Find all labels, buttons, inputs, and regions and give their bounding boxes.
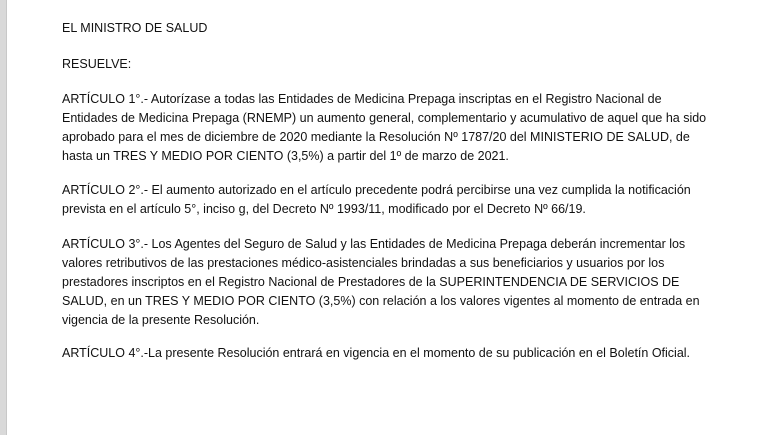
document-authority: EL MINISTRO DE SALUD — [62, 21, 208, 35]
article-3-line: vigencia de la presente Resolución. — [62, 313, 260, 327]
article-2-line: prevista en el artículo 5°, inciso g, del Decreto Nº 1993/11, modificado por el Decreto Nº 66/19. — [62, 202, 586, 216]
article-4-line: ARTÍCULO 4°.-La presente Resolución entrará en vigencia en el momento de su publicación en el Boletín Oficial. — [62, 346, 691, 360]
article-1-line: aprobado para el mes de diciembre de 2020 mediante la Resolución Nº 1787/20 del MINISTERIO DE SALUD, de — [62, 130, 690, 144]
article-3-line: SALUD, en un TRES Y MEDIO POR CIENTO (3,5%) con relación a los valores vigentes al momento de entrada en — [62, 294, 700, 308]
document-page — [6, 0, 770, 435]
article-2-line: ARTÍCULO 2°.- El aumento autorizado en el artículo precedente podrá percibirse una vez cumplida la notificación — [62, 183, 691, 197]
document-resolves-heading: RESUELVE: — [62, 57, 132, 71]
article-1-line: hasta un TRES Y MEDIO POR CIENTO (3,5%) a partir del 1º de marzo de 2021. — [62, 149, 509, 163]
article-3 — [62, 235, 722, 330]
article-1-line: ARTÍCULO 1°.- Autorízase a todas las Entidades de Medicina Prepaga inscriptas en el Registro Nacional de — [62, 92, 662, 106]
article-1 — [62, 90, 722, 166]
article-1-line: Entidades de Medicina Prepaga (RNEMP) un aumento general, complementario y acumulativo de aquel que ha sido — [62, 111, 707, 125]
article-2 — [62, 181, 722, 219]
article-3-line: ARTÍCULO 3°.- Los Agentes del Seguro de Salud y las Entidades de Medicina Prepaga deberán incrementar los — [62, 237, 686, 251]
article-3-line: prestadores inscriptos en el Registro Nacional de Prestadores de la SUPERINTENDENCIA DE SERVICIOS DE — [62, 275, 680, 289]
article-4 — [62, 344, 722, 363]
article-3-line: valores retributivos de las prestaciones médico-asistenciales brindadas a sus beneficiarios y usuarios por los — [62, 256, 665, 270]
